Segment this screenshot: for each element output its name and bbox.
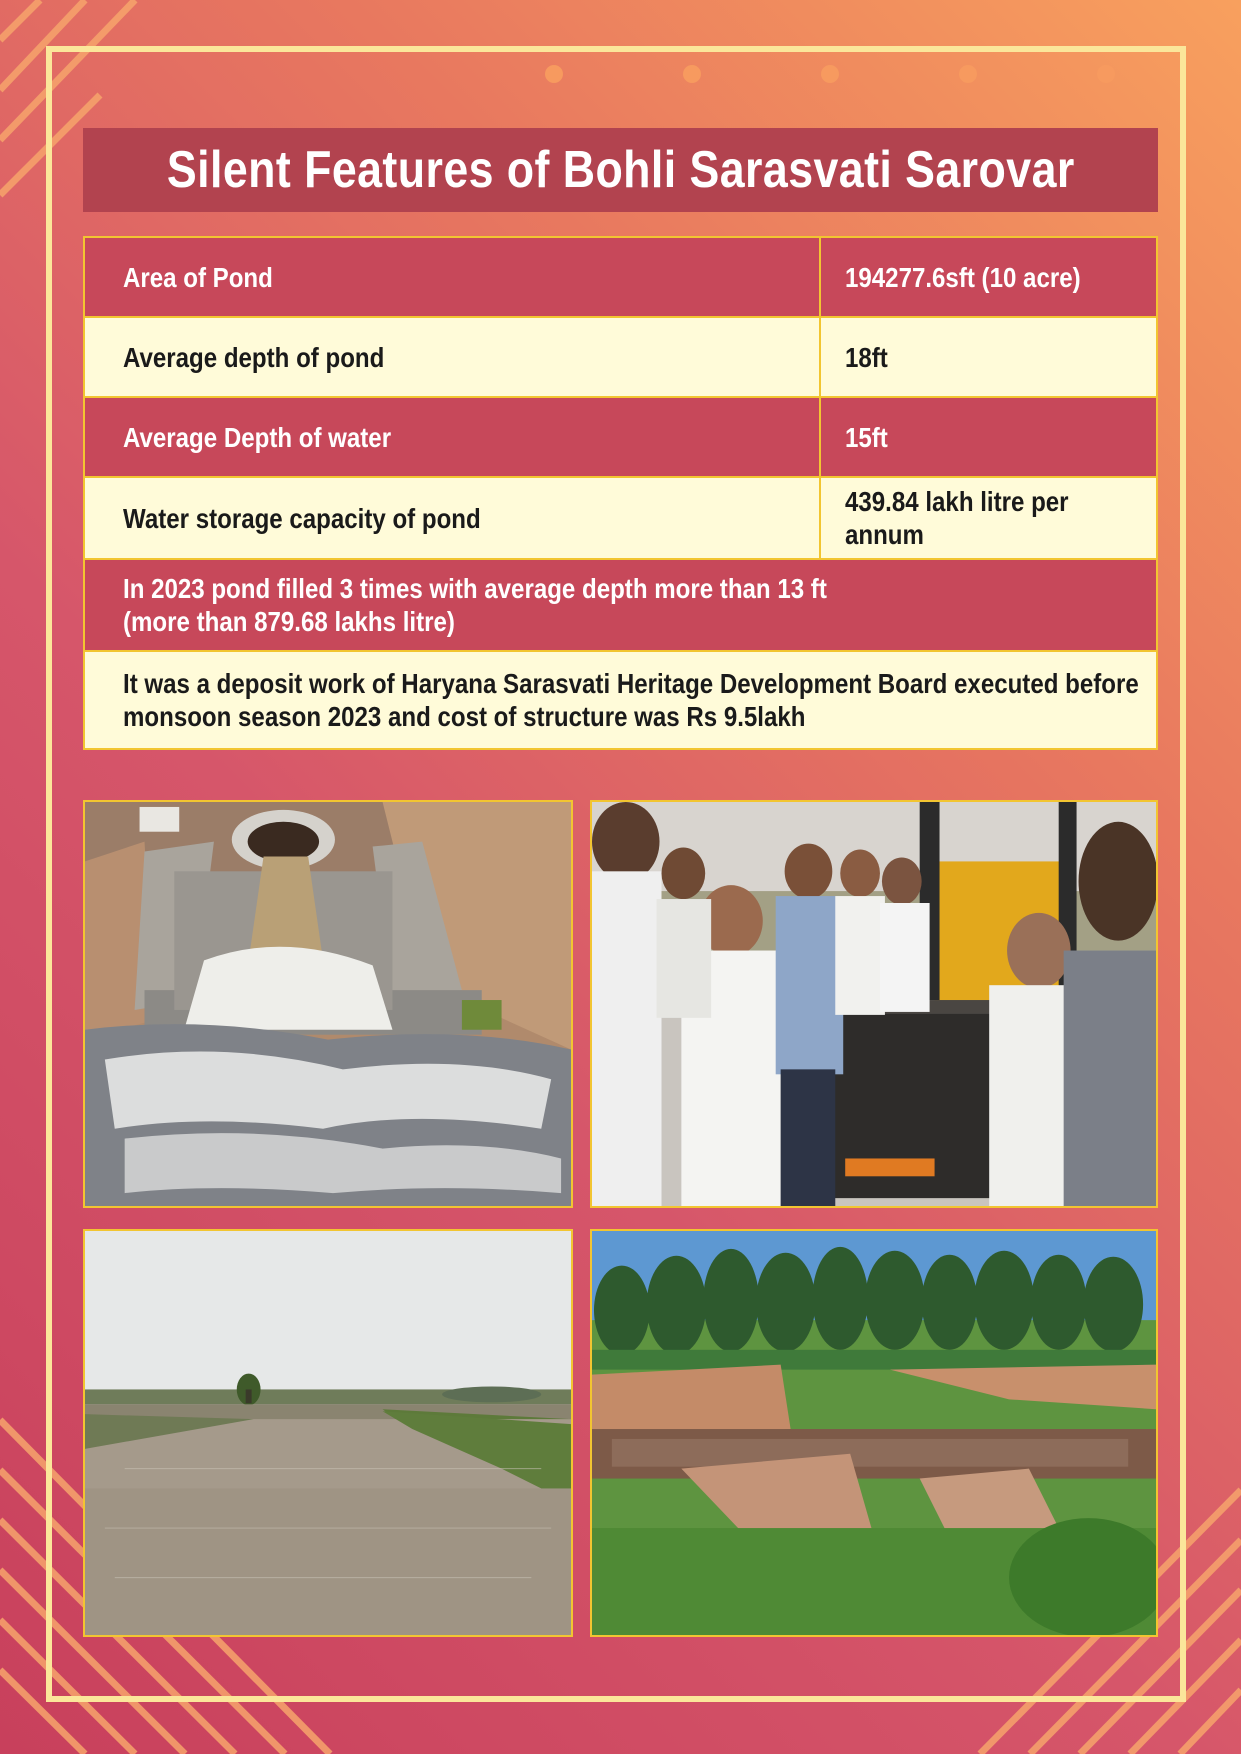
- feature-value: 194277.6sft (10 acre): [845, 261, 1081, 293]
- note-text: It was a deposit work of Haryana Sarasvati Heritage Development Board executed before: [123, 668, 1139, 699]
- photo-water-outlet: [83, 800, 573, 1208]
- decorative-dot: [545, 65, 563, 83]
- feature-value: 439.84 lakh litre per: [845, 486, 1069, 517]
- decorative-dot: [683, 65, 701, 83]
- page-title: Silent Features of Bohli Sarasvati Sarovar: [166, 141, 1075, 199]
- table-row-area: [85, 238, 1156, 318]
- table-row-note-2023: [85, 560, 1156, 652]
- feature-value: 15ft: [845, 421, 888, 453]
- feature-value: annum: [845, 519, 924, 550]
- feature-label: Water storage capacity of pond: [123, 502, 481, 534]
- feature-value: 18ft: [845, 341, 888, 373]
- feature-label: Average Depth of water: [123, 421, 392, 453]
- note-text: In 2023 pond filled 3 times with average depth more than 13 ft: [123, 573, 827, 604]
- feature-label: Average depth of pond: [123, 341, 385, 373]
- table-row-pond-depth: [85, 318, 1156, 398]
- feature-label: Area of Pond: [123, 261, 273, 293]
- photo-ceremony: [590, 800, 1158, 1208]
- note-text: monsoon season 2023 and cost of structure was Rs 9.5lakh: [123, 701, 806, 732]
- title-bar: [83, 128, 1158, 212]
- table-row-water-depth: [85, 398, 1156, 478]
- photo-filled-pond: [83, 1229, 573, 1637]
- decorative-dot: [959, 65, 977, 83]
- table-row-storage: [85, 478, 1156, 560]
- table-row-note-deposit: [85, 652, 1156, 748]
- decorative-dot: [821, 65, 839, 83]
- photo-pond-trees: [590, 1229, 1158, 1637]
- decorative-dot: [1097, 65, 1115, 83]
- note-text: (more than 879.68 lakhs litre): [123, 606, 455, 637]
- features-table: [83, 236, 1158, 750]
